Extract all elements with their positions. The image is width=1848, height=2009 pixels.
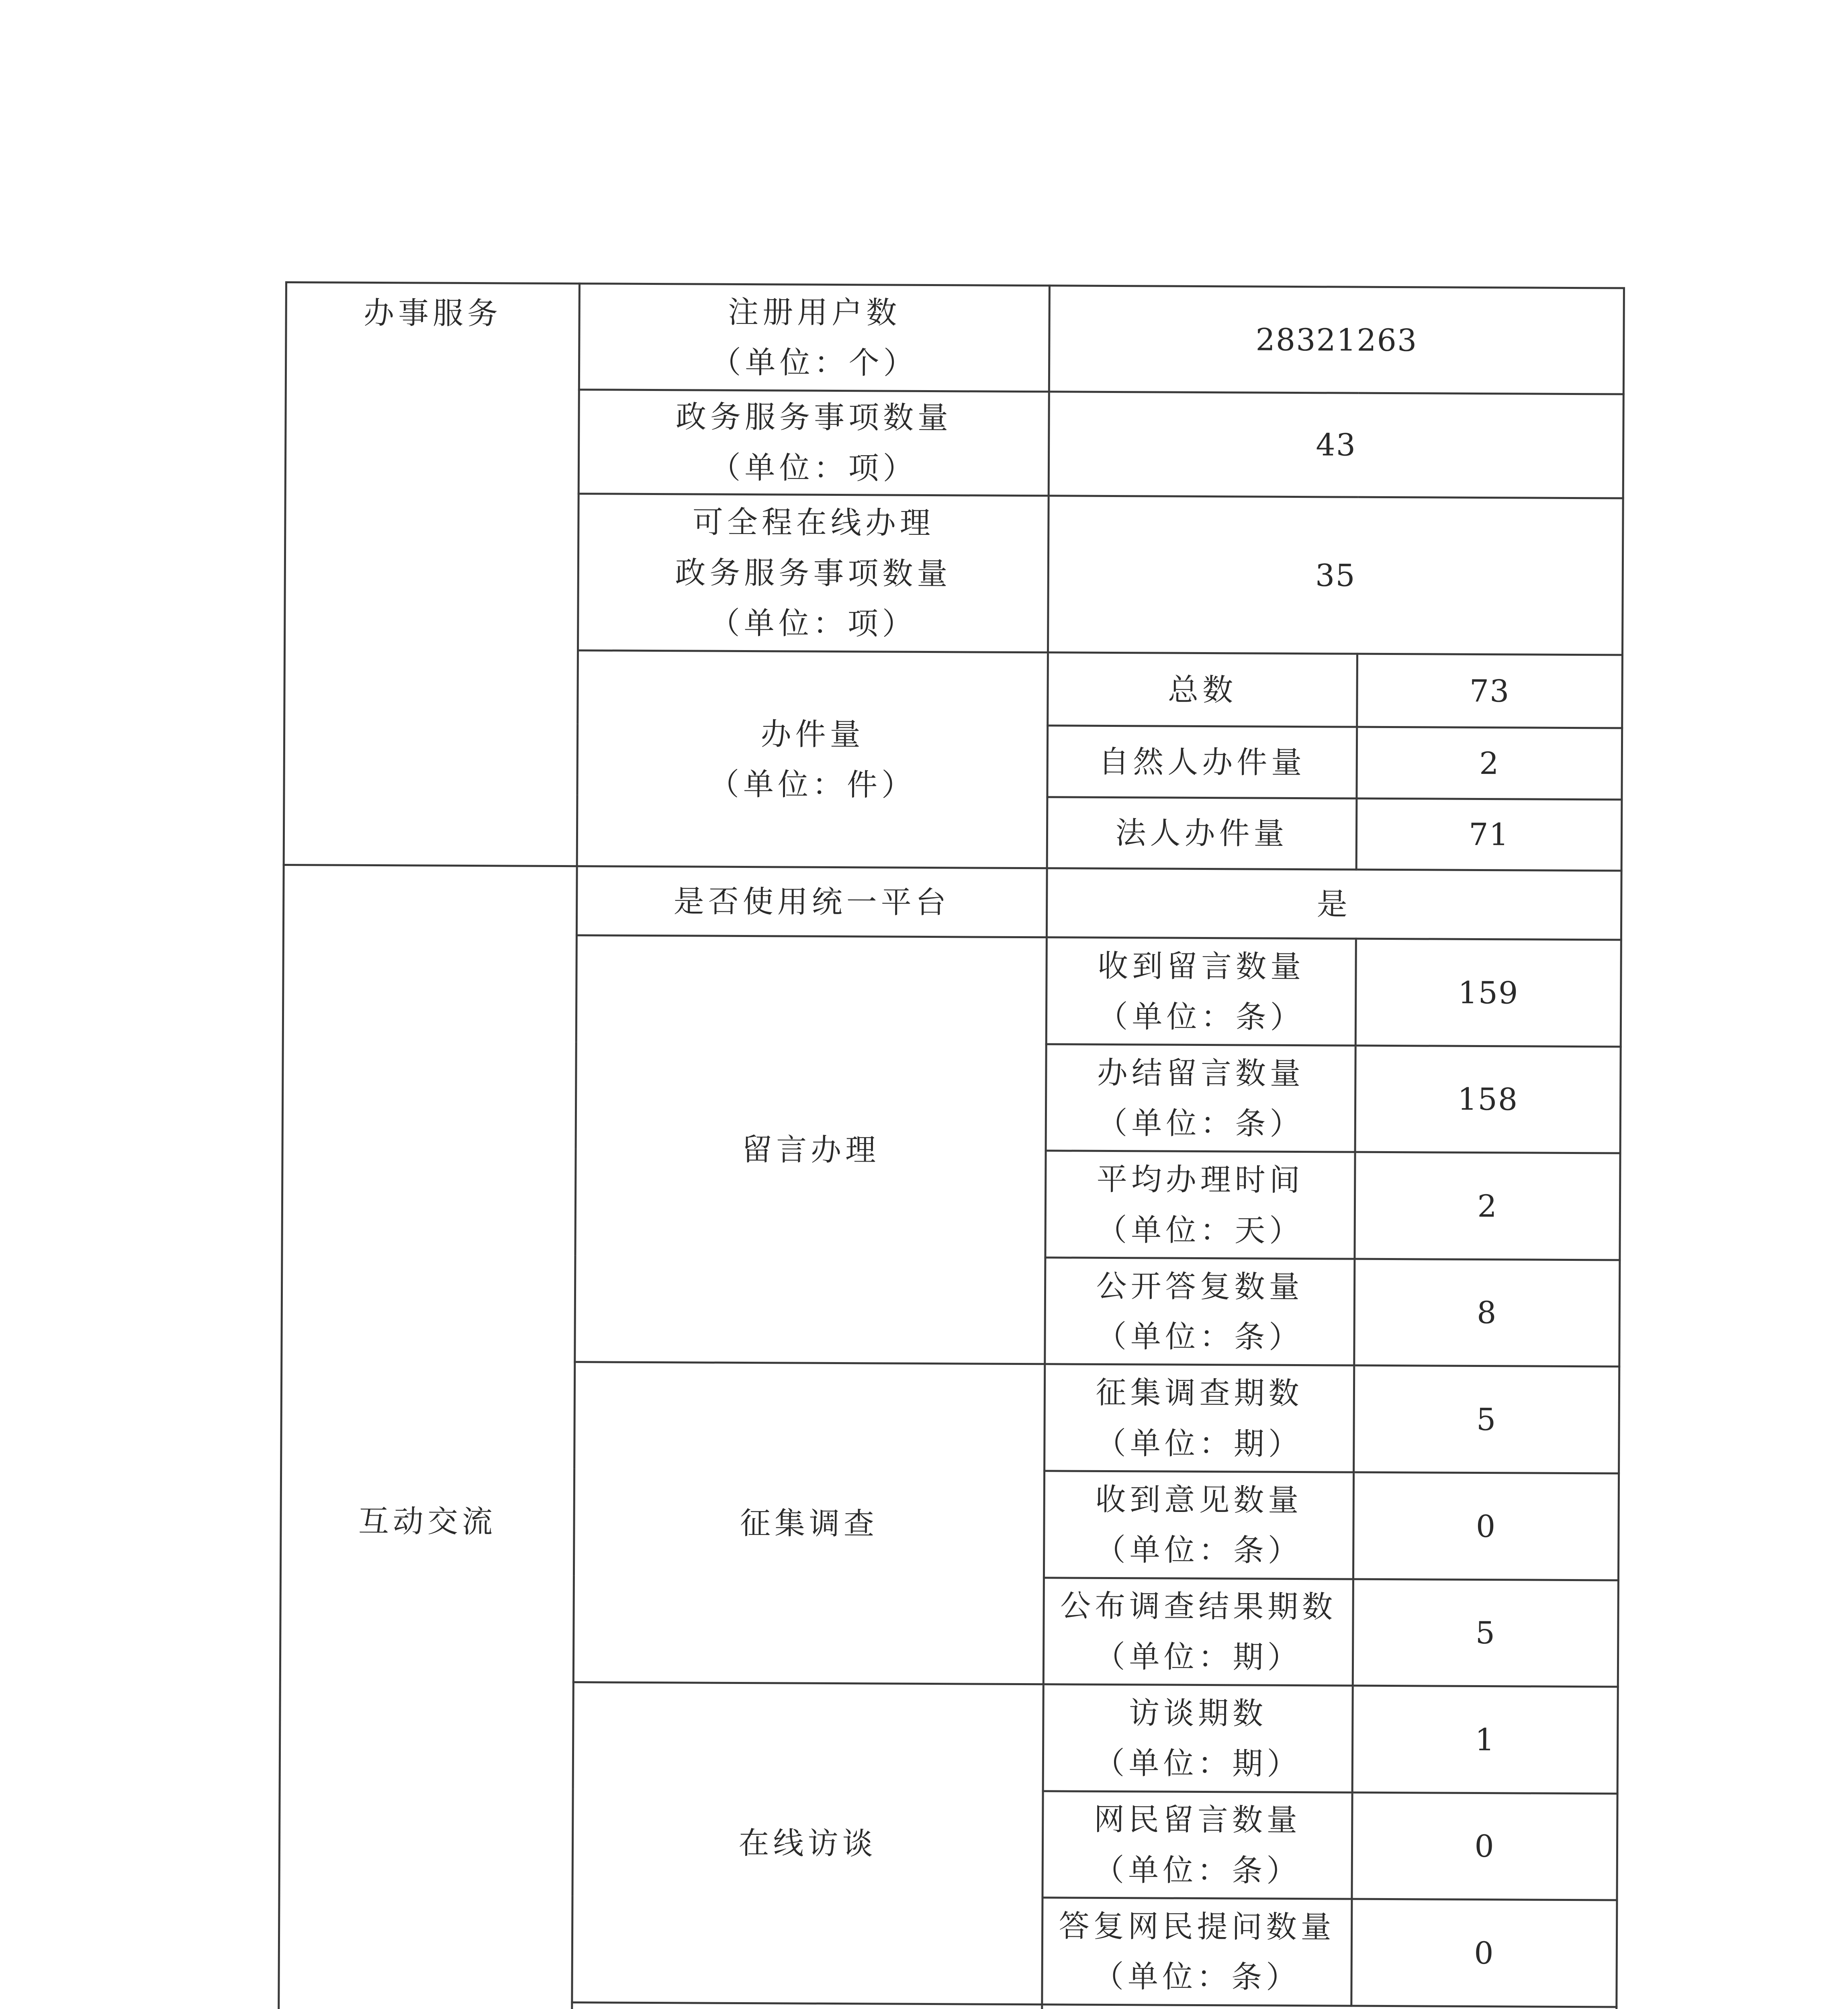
cases-legal-label: 法人办件量: [1047, 797, 1357, 869]
unified-platform-label: 是否使用统一平台: [576, 866, 1047, 937]
survey-periods-label: 征集调查期数 （单位：期）: [1045, 1364, 1354, 1472]
msg-public-value: 8: [1354, 1259, 1620, 1367]
cases-legal-value: 71: [1356, 798, 1622, 871]
service-items-value: 43: [1049, 391, 1623, 498]
msg-received-value: 159: [1355, 939, 1621, 1046]
msg-received-label: 收到留言数量 （单位：条）: [1046, 937, 1356, 1045]
messages-group-label: 留言办理: [575, 935, 1047, 1364]
interview-periods-value: 1: [1352, 1686, 1618, 1793]
msg-time-value: 2: [1355, 1152, 1620, 1260]
cases-total-value: 73: [1357, 654, 1623, 728]
service-items-label: 政务服务事项数量 （单位：项）: [579, 389, 1049, 495]
report-table: [276, 281, 1625, 2009]
online-items-value: 35: [1048, 496, 1623, 655]
interview-answers-value: 0: [1351, 1899, 1617, 2007]
survey-results-value: 5: [1353, 1579, 1618, 1687]
unified-platform-value: 是: [1047, 868, 1621, 940]
interview-periods-label: 访谈期数 （单位：期）: [1043, 1684, 1353, 1792]
cases-natural-label: 自然人办件量: [1047, 726, 1357, 798]
interview-msgs-value: 0: [1352, 1792, 1617, 1900]
survey-periods-value: 5: [1354, 1366, 1619, 1473]
cases-natural-value: 2: [1357, 727, 1622, 799]
msg-done-label: 办结留言数量 （单位：条）: [1046, 1044, 1355, 1152]
cases-label: 办件量 （单位：件）: [577, 651, 1048, 868]
online-items-label: 可全程在线办理 政务服务事项数量 （单位：项）: [578, 493, 1049, 652]
survey-results-label: 公布调查结果期数 （单位：期）: [1043, 1577, 1353, 1686]
msg-done-value: 158: [1355, 1045, 1621, 1153]
registered-users-value: 28321263: [1049, 286, 1624, 394]
survey-opinions-label: 收到意见数量 （单位：条）: [1044, 1471, 1353, 1579]
survey-opinions-value: 0: [1353, 1472, 1619, 1580]
msg-public-label: 公开答复数量 （单位：条）: [1045, 1258, 1355, 1366]
interview-answers-label: 答复网民提问数量 （单位：条）: [1042, 1898, 1352, 2006]
registered-users-label: 注册用户数 （单位：个）: [579, 284, 1049, 392]
section-interaction: 互动交流: [278, 865, 577, 2009]
section-service: 办事服务: [284, 282, 579, 866]
cases-total-label: 总数: [1048, 653, 1357, 727]
interview-group-label: 在线访谈: [572, 1682, 1043, 2005]
msg-time-label: 平均办理时间 （单位：天）: [1045, 1151, 1355, 1259]
interview-msgs-label: 网民留言数量 （单位：条）: [1043, 1791, 1352, 1899]
survey-group-label: 征集调查: [573, 1362, 1045, 1684]
